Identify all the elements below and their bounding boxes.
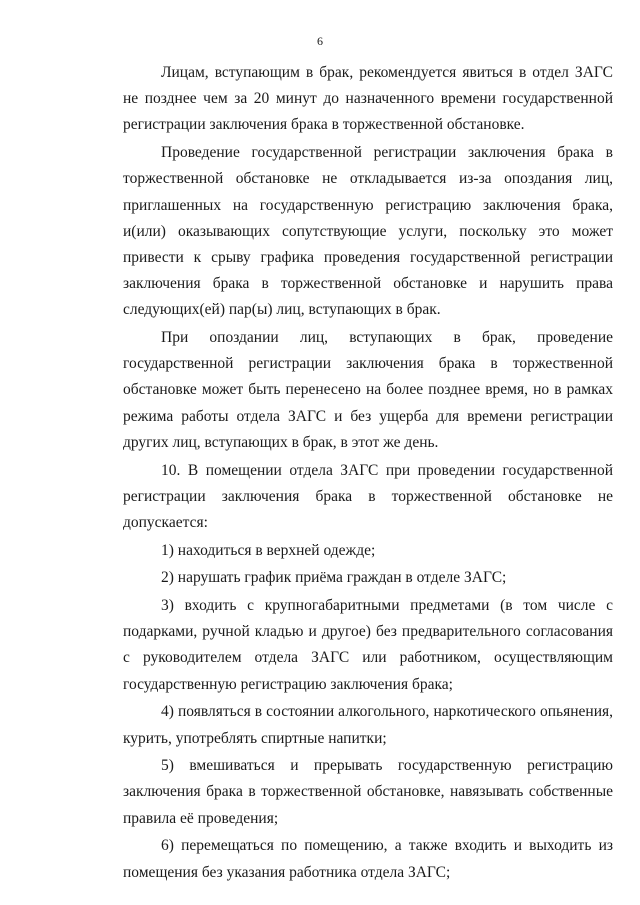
list-item-outerwear: 1) находиться в верхней одежде; [161, 541, 376, 559]
list-item-large-items: 3) входить с крупногабаритными предметами (в том числе с подарками, ручной кладью и другое) без предварительного согласования с руководителем отдела ЗАГС или работником, осуществляющим государственную регистрацию заключения брака; [123, 597, 613, 693]
page-number: 6 [317, 34, 323, 48]
list-item-movement: 6) перемещаться по помещению, а также входить и выходить из помещения без указания работника отдела ЗАГС; [123, 837, 613, 881]
document-body [123, 60, 613, 887]
paragraph-arrival-time: Лицам, вступающим в брак, рекомендуется явиться в отдел ЗАГС не позднее чем за 20 минут до назначенного времени государственной регистрации заключения брака в торжественной обстановке. [123, 64, 613, 134]
list-item-interference: 5) вмешиваться и прерывать государственную регистрацию заключения брака в торжественной обстановке, навязывать собственные правила её проведения; [123, 757, 613, 827]
list-item-schedule: 2) нарушать график приёма граждан в отделе ЗАГС; [161, 569, 507, 587]
paragraph-late-arrival: При опоздании лиц, вступающих в брак, проведение государственной регистрации заключения брака в торжественной обстановке может быть перенесено на более позднее время, но в рамках режима работы отдела ЗАГС и без ущерба для времени регистрации других лиц, вступающих в брак, в этот же день. [123, 329, 613, 451]
list-item-intoxication: 4) появляться в состоянии алкогольного, наркотического опьянения, курить, употреблять спиртные напитки; [123, 703, 613, 747]
paragraph-section-10: 10. В помещении отдела ЗАГС при проведении государственной регистрации заключения брака в торжественной обстановке не допускается: [123, 461, 613, 531]
paragraph-no-postponement: Проведение государственной регистрации заключения брака в торжественной обстановке не откладывается из-за опоздания лиц, приглашенных на государственную регистрацию заключения брака, и(или) оказывающих сопутствующие услуги, поскольку это может привести к срыву графика проведения государственной регистрации заключения брака в торжественной обстановке и нарушить права следующих(ей) пар(ы) лиц, вступающих в брак. [123, 144, 613, 319]
